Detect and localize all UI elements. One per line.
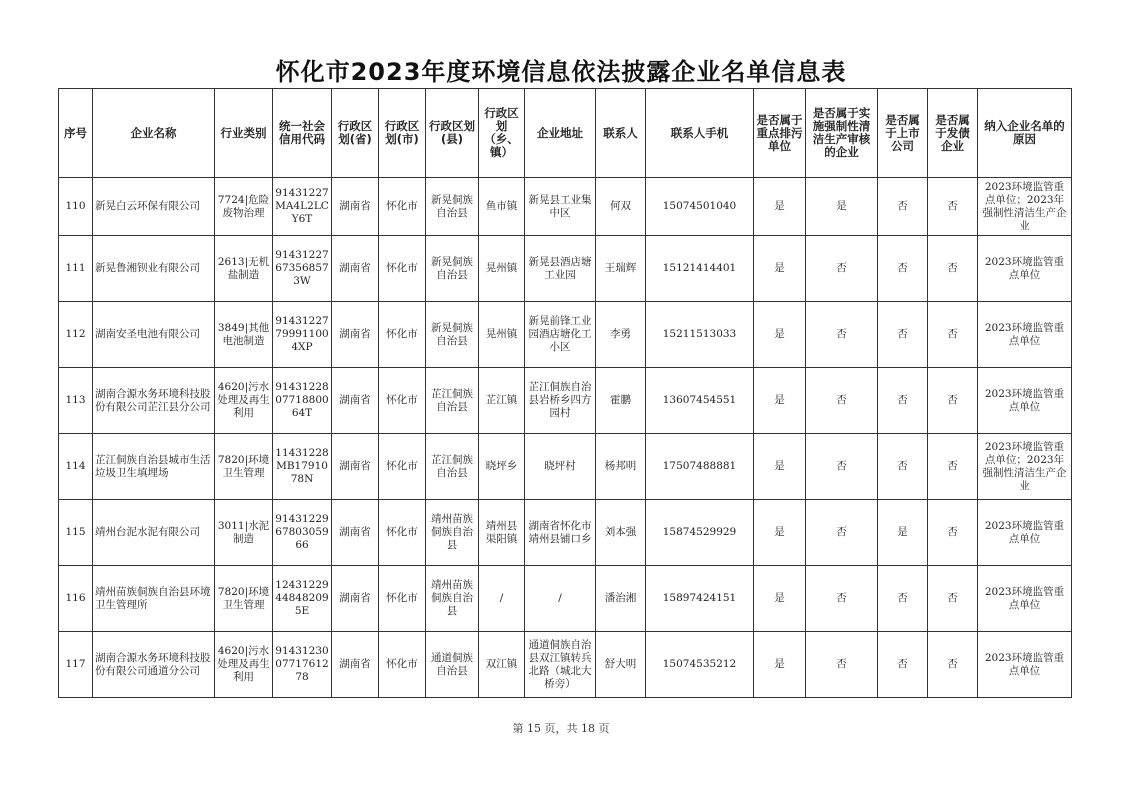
cell-town: 靖州县渠阳镇 [479, 500, 525, 566]
cell-index: 113 [59, 368, 93, 434]
cell-key-polluter: 是 [754, 178, 806, 236]
cell-phone: 15874529929 [646, 500, 754, 566]
col-header-index: 序号 [59, 89, 93, 178]
cell-province: 湖南省 [332, 368, 379, 434]
cell-reason: 2023环境监管重点单位 [978, 368, 1072, 434]
cell-address: 湖南省怀化市靖州县铺口乡 [525, 500, 596, 566]
cell-clean-production: 否 [806, 302, 878, 368]
cell-county: 新晃侗族自治县 [426, 302, 479, 368]
cell-bond: 否 [928, 434, 978, 500]
cell-phone: 15121414401 [646, 236, 754, 302]
cell-name: 靖州台泥水泥有限公司 [93, 500, 215, 566]
cell-city: 怀化市 [379, 368, 426, 434]
cell-name: 靖州苗族侗族自治县环境卫生管理所 [93, 566, 215, 632]
cell-contact: 霍鹏 [596, 368, 646, 434]
table-row [59, 632, 1072, 698]
cell-address: / [525, 566, 596, 632]
cell-key-polluter: 是 [754, 632, 806, 698]
col-header-key-polluter: 是否属于重点排污单位 [754, 89, 806, 178]
cell-reason: 2023环境监管重点单位 [978, 500, 1072, 566]
col-header-address: 企业地址 [525, 89, 596, 178]
cell-industry: 7820|环境卫生管理 [215, 434, 273, 500]
cell-city: 怀化市 [379, 500, 426, 566]
cell-county: 芷江侗族自治县 [426, 368, 479, 434]
cell-key-polluter: 是 [754, 566, 806, 632]
cell-phone: 15074501040 [646, 178, 754, 236]
cell-province: 湖南省 [332, 236, 379, 302]
cell-address: 新晃县酒店塘工业园 [525, 236, 596, 302]
cell-clean-production: 否 [806, 500, 878, 566]
cell-town: 双江镇 [479, 632, 525, 698]
cell-phone: 15211513033 [646, 302, 754, 368]
cell-contact: 杨邦明 [596, 434, 646, 500]
cell-reason: 2023环境监管重点单位 [978, 302, 1072, 368]
cell-county: 新晃侗族自治县 [426, 236, 479, 302]
cell-index: 115 [59, 500, 93, 566]
cell-clean-production: 是 [806, 178, 878, 236]
cell-credit-code: 91431227MA4L2LCY6T [273, 178, 332, 236]
cell-name: 湖南安圣电池有限公司 [93, 302, 215, 368]
cell-city: 怀化市 [379, 632, 426, 698]
enterprise-table [58, 88, 1072, 698]
cell-reason: 2023环境监管重点单位 [978, 566, 1072, 632]
cell-clean-production: 否 [806, 566, 878, 632]
cell-town: 鱼市镇 [479, 178, 525, 236]
table-row [59, 302, 1072, 368]
cell-listed: 否 [878, 632, 928, 698]
cell-phone: 13607454551 [646, 368, 754, 434]
cell-industry: 7724|危险废物治理 [215, 178, 273, 236]
cell-contact: 潘治湘 [596, 566, 646, 632]
cell-county: 通道侗族自治县 [426, 632, 479, 698]
cell-credit-code: 11431228MB1791078N [273, 434, 332, 500]
table-row [59, 368, 1072, 434]
cell-bond: 否 [928, 368, 978, 434]
col-header-clean-production: 是否属于实施强制性清洁生产审核的企业 [806, 89, 878, 178]
cell-phone: 15074535212 [646, 632, 754, 698]
col-header-town: 行政区划（乡、镇） [479, 89, 525, 178]
cell-name: 湖南合源水务环境科技股份有限公司通道分公司 [93, 632, 215, 698]
header-row [59, 89, 1072, 178]
cell-name: 新晃白云环保有限公司 [93, 178, 215, 236]
cell-industry: 7820|环境卫生管理 [215, 566, 273, 632]
cell-county: 靖州苗族侗族自治县 [426, 500, 479, 566]
cell-credit-code: 91431227673568573W [273, 236, 332, 302]
cell-listed: 否 [878, 236, 928, 302]
cell-industry: 2613|无机盐制造 [215, 236, 273, 302]
cell-index: 116 [59, 566, 93, 632]
cell-province: 湖南省 [332, 632, 379, 698]
cell-contact: 李勇 [596, 302, 646, 368]
cell-city: 怀化市 [379, 434, 426, 500]
cell-key-polluter: 是 [754, 302, 806, 368]
cell-key-polluter: 是 [754, 236, 806, 302]
cell-bond: 否 [928, 632, 978, 698]
cell-city: 怀化市 [379, 302, 426, 368]
cell-bond: 否 [928, 178, 978, 236]
cell-reason: 2023环境监管重点单位 [978, 632, 1072, 698]
cell-index: 111 [59, 236, 93, 302]
cell-clean-production: 否 [806, 236, 878, 302]
cell-town: 芷江镇 [479, 368, 525, 434]
cell-address: 芷江侗族自治县岩桥乡四方园村 [525, 368, 596, 434]
cell-address: 晓坪村 [525, 434, 596, 500]
cell-city: 怀化市 [379, 178, 426, 236]
cell-phone: 17507488881 [646, 434, 754, 500]
cell-contact: 舒大明 [596, 632, 646, 698]
cell-bond: 否 [928, 566, 978, 632]
cell-county: 芷江侗族自治县 [426, 434, 479, 500]
col-header-reason: 纳入企业名单的原因 [978, 89, 1072, 178]
cell-contact: 刘本强 [596, 500, 646, 566]
col-header-industry: 行业类别 [215, 89, 273, 178]
cell-clean-production: 否 [806, 434, 878, 500]
cell-county: 靖州苗族侗族自治县 [426, 566, 479, 632]
table-row [59, 434, 1072, 500]
cell-credit-code: 12431229448482095E [273, 566, 332, 632]
cell-contact: 何双 [596, 178, 646, 236]
cell-province: 湖南省 [332, 178, 379, 236]
col-header-name: 企业名称 [93, 89, 215, 178]
cell-listed: 否 [878, 178, 928, 236]
cell-town: / [479, 566, 525, 632]
cell-key-polluter: 是 [754, 368, 806, 434]
cell-province: 湖南省 [332, 302, 379, 368]
cell-listed: 是 [878, 500, 928, 566]
cell-reason: 2023环境监管重点单位；2023年强制性清洁生产企业 [978, 178, 1072, 236]
table-row [59, 236, 1072, 302]
cell-listed: 否 [878, 434, 928, 500]
cell-listed: 否 [878, 566, 928, 632]
table-row [59, 178, 1072, 236]
cell-industry: 4620|污水处理及再生利用 [215, 368, 273, 434]
cell-province: 湖南省 [332, 434, 379, 500]
cell-listed: 否 [878, 302, 928, 368]
cell-province: 湖南省 [332, 566, 379, 632]
cell-city: 怀化市 [379, 236, 426, 302]
page-title: 怀化市2023年度环境信息依法披露企业名单信息表 [275, 58, 847, 86]
cell-address: 通道侗族自治县双江镇转兵北路（城北大桥旁） [525, 632, 596, 698]
cell-name: 芷江侗族自治县城市生活垃圾卫生填埋场 [93, 434, 215, 500]
cell-clean-production: 否 [806, 632, 878, 698]
cell-key-polluter: 是 [754, 434, 806, 500]
col-header-county: 行政区划(县) [426, 89, 479, 178]
cell-industry: 3011|水泥制造 [215, 500, 273, 566]
cell-listed: 否 [878, 368, 928, 434]
cell-industry: 4620|污水处理及再生利用 [215, 632, 273, 698]
cell-index: 117 [59, 632, 93, 698]
cell-address: 新晃县工业集中区 [525, 178, 596, 236]
cell-credit-code: 914312296780305966 [273, 500, 332, 566]
col-header-city: 行政区划(市) [379, 89, 426, 178]
cell-credit-code: 914312280771880064T [273, 368, 332, 434]
cell-name: 新晃鲁湘钡业有限公司 [93, 236, 215, 302]
cell-address: 新晃前锋工业园酒店塘化工小区 [525, 302, 596, 368]
cell-bond: 否 [928, 236, 978, 302]
cell-town: 晃州镇 [479, 302, 525, 368]
cell-town: 晓坪乡 [479, 434, 525, 500]
cell-credit-code: 914312300771761278 [273, 632, 332, 698]
cell-phone: 15897424151 [646, 566, 754, 632]
cell-bond: 否 [928, 500, 978, 566]
col-header-bond: 是否属于发债企业 [928, 89, 978, 178]
page-footer: 第 15 页，共 18 页 [512, 722, 610, 735]
cell-credit-code: 91431227799911004XP [273, 302, 332, 368]
cell-industry: 3849|其他电池制造 [215, 302, 273, 368]
table-row [59, 566, 1072, 632]
cell-bond: 否 [928, 302, 978, 368]
col-header-contact: 联系人 [596, 89, 646, 178]
cell-index: 110 [59, 178, 93, 236]
cell-city: 怀化市 [379, 566, 426, 632]
cell-reason: 2023环境监管重点单位；2023年强制性清洁生产企业 [978, 434, 1072, 500]
cell-index: 114 [59, 434, 93, 500]
cell-province: 湖南省 [332, 500, 379, 566]
table-row [59, 500, 1072, 566]
cell-county: 新晃侗族自治县 [426, 178, 479, 236]
col-header-listed: 是否属于上市公司 [878, 89, 928, 178]
col-header-credit-code: 统一社会信用代码 [273, 89, 332, 178]
cell-index: 112 [59, 302, 93, 368]
cell-clean-production: 否 [806, 368, 878, 434]
cell-key-polluter: 是 [754, 500, 806, 566]
cell-reason: 2023环境监管重点单位 [978, 236, 1072, 302]
cell-contact: 王瑞辉 [596, 236, 646, 302]
col-header-province: 行政区划(省) [332, 89, 379, 178]
cell-name: 湖南合源水务环境科技股份有限公司芷江县分公司 [93, 368, 215, 434]
cell-town: 晃州镇 [479, 236, 525, 302]
col-header-phone: 联系人手机 [646, 89, 754, 178]
